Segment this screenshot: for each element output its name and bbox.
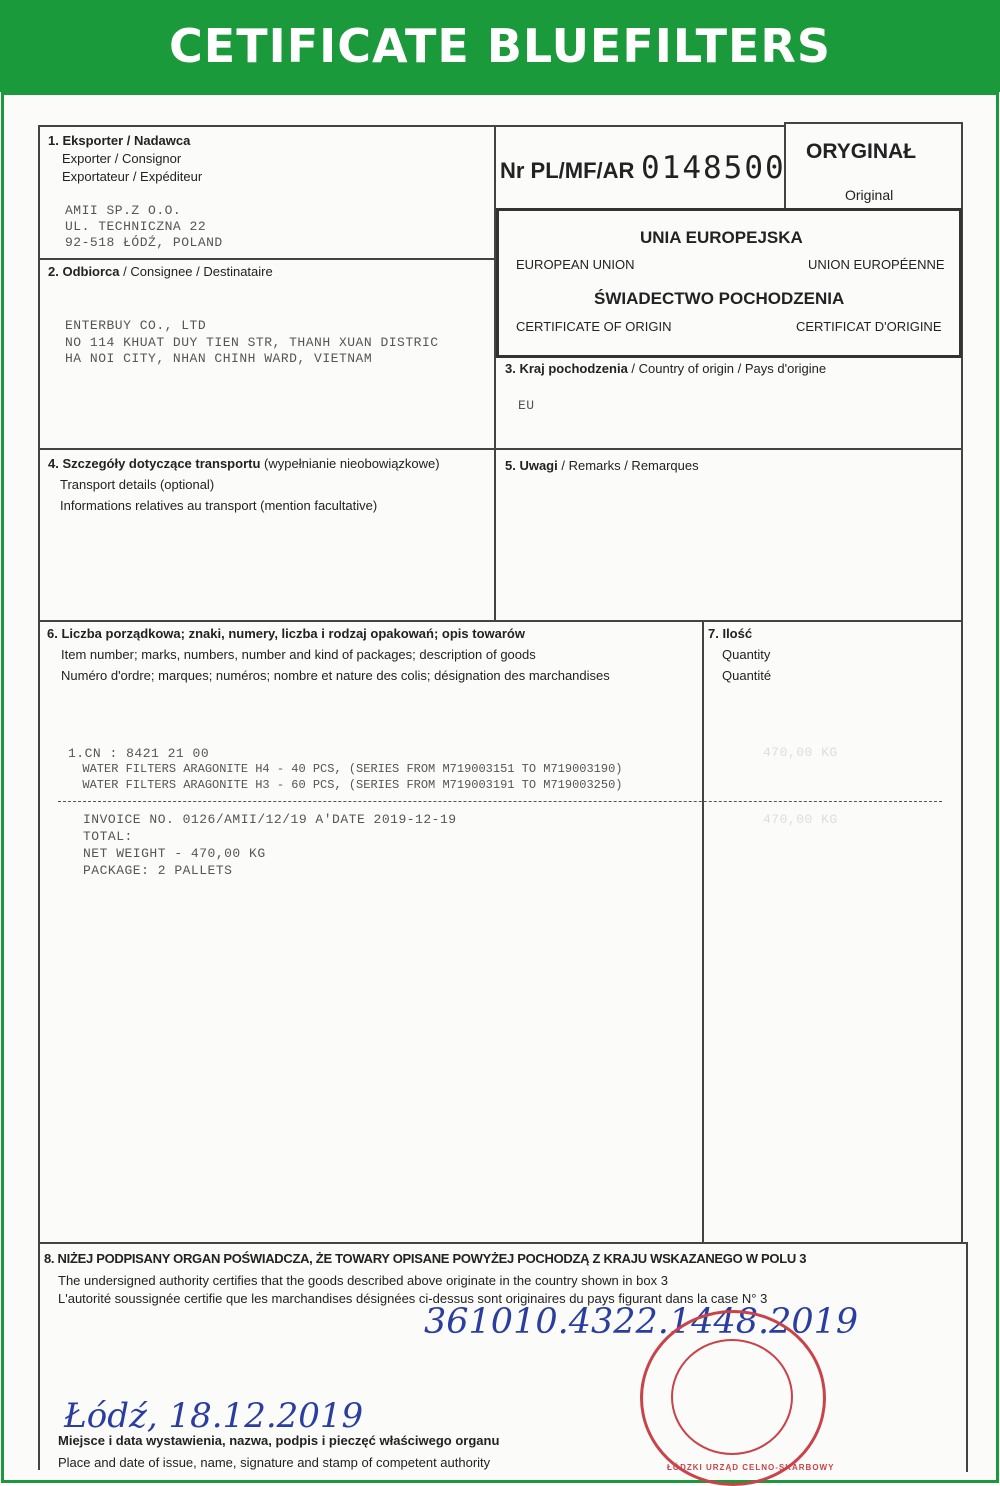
goods-summary-line: INVOICE NO. 0126/AMII/12/19 A'DATE 2019-12-19 — [83, 812, 457, 827]
box5-label-rest: / Remarks / Remarques — [557, 458, 699, 473]
certificate-of-origin-title: ŚWIADECTWO POCHODZENIA — [594, 289, 845, 308]
box8-label-en: The undersigned authority certifies that the goods described above originate in the country shown in box 3 — [58, 1273, 668, 1288]
box6-label: 6. Liczba porządkowa; znaki, numery, liczba i rodzaj opakowań; opis towarów — [47, 626, 525, 641]
union-title: UNIA EUROPEJSKA — [640, 228, 803, 247]
certificate-en: CERTIFICATE OF ORIGIN — [516, 319, 672, 334]
box6-label-fr: Numéro d'ordre; marques; numéros; nombre et nature des colis; désignation des marchandises — [61, 668, 610, 683]
box8-label: 8. NIŻEJ PODPISANY ORGAN POŚWIADCZA, ŻE TOWARY OPISANE POWYŻEJ POCHODZĄ Z KRAJU WSKAZANEGO W POLU 3 — [44, 1251, 807, 1266]
page-title: CETIFICATE BLUEFILTERS — [169, 19, 831, 73]
box4-label-fr: Informations relatives au transport (mention facultative) — [60, 498, 378, 513]
goods-line: WATER FILTERS ARAGONITE H4 - 40 PCS, (SERIES FROM M719003151 TO M719003190) — [68, 762, 623, 776]
consignee-line: NO 114 KHUAT DUY TIEN STR, THANH XUAN DISTRIC — [65, 335, 439, 350]
goods-summary-line: TOTAL: — [83, 829, 133, 844]
box2-label — [48, 264, 273, 280]
issue-label-en: Place and date of issue, name, signature and stamp of competent authority — [58, 1455, 491, 1470]
box3-label-rest: / Country of origin / Pays d'origine — [627, 361, 827, 376]
goods-summary-line: PACKAGE: 2 PALLETS — [83, 863, 233, 878]
goods-summary-line: NET WEIGHT - 470,00 KG — [83, 846, 266, 861]
box7-label-en: Quantity — [722, 647, 771, 662]
box5-label-pl: 5. Uwagi — [505, 458, 558, 473]
rule — [966, 1242, 968, 1472]
handwritten-reference-number: 361010.4322.1448.2019 — [424, 1302, 859, 1342]
box4-label-rest: (wypełnianie nieobowiązkowe) — [260, 456, 440, 471]
country-of-origin: EU — [518, 398, 535, 413]
eagle-emblem — [671, 1339, 793, 1455]
certificate-fr: CERTIFICAT D'ORIGINE — [796, 319, 942, 334]
rule — [38, 125, 784, 127]
box4-label-pl: 4. Szczegóły dotyczące transportu — [48, 456, 261, 471]
box1-label-fr: Exportateur / Expéditeur — [62, 169, 203, 184]
exporter-line: UL. TECHNICZNA 22 — [65, 219, 207, 234]
rule — [38, 620, 961, 622]
box8-label-fr: L'autorité soussignée certifie que les marchandises désignées ci-dessus sont originaires du pays figurant dans la case N° 3 — [58, 1291, 768, 1306]
union-en: EUROPEAN UNION — [516, 257, 635, 272]
box2-label-rest: / Consignee / Destinataire — [119, 264, 273, 279]
box6-label-en: Item number; marks, numbers, number and kind of packages; description of goods — [61, 647, 536, 662]
box3-label — [505, 361, 826, 377]
quantity-value: 470,00 KG — [763, 745, 838, 760]
original-subtitle: Original — [845, 187, 894, 203]
issue-label-pl: Miejsce i data wystawienia, nazwa, podpis i pieczęć właściwego organu — [58, 1433, 500, 1448]
rule — [784, 122, 962, 124]
union-fr: UNION EUROPÉENNE — [808, 257, 945, 272]
box1-label-en: Exporter / Consignor — [62, 151, 182, 166]
rule — [38, 258, 494, 260]
rule — [38, 1242, 966, 1244]
rule — [494, 125, 496, 620]
quantity-value: 470,00 KG — [763, 812, 838, 827]
rule — [38, 125, 40, 1470]
box5-label — [505, 458, 699, 474]
box1-label: 1. Eksporter / Nadawca — [48, 133, 191, 148]
rule — [702, 620, 704, 1242]
box4-label — [48, 456, 440, 472]
exporter-line: AMII SP.Z O.O. — [65, 203, 182, 218]
certificate-number: 0148500 — [641, 150, 786, 186]
stamp-text: ŁÓDZKI URZĄD CELNO-SKARBOWY — [667, 1463, 835, 1472]
consignee-line: HA NOI CITY, NHAN CHINH WARD, VIETNAM — [65, 351, 373, 366]
box4-label-en: Transport details (optional) — [60, 477, 215, 492]
rule — [38, 448, 961, 450]
exporter-line: 92-518 ŁÓDŹ, POLAND — [65, 235, 223, 250]
box7-label-fr: Quantité — [722, 668, 772, 683]
original-title: ORYGINAŁ — [806, 140, 917, 163]
certificate-number-prefix: Nr PL/MF/AR — [500, 158, 635, 183]
consignee-line: ENTERBUY CO., LTD — [65, 318, 207, 333]
box3-label-pl: 3. Kraj pochodzenia — [505, 361, 628, 376]
goods-separator — [58, 801, 942, 802]
handwritten-place-date: Łódź, 18.12.2019 — [64, 1396, 364, 1436]
box7-label: 7. Ilość — [708, 626, 753, 641]
goods-line: WATER FILTERS ARAGONITE H3 - 60 PCS, (SERIES FROM M719003191 TO M719003250) — [68, 778, 623, 792]
box2-label-pl: 2. Odbiorca — [48, 264, 120, 279]
customs-stamp — [640, 1310, 835, 1486]
goods-line: 1.CN : 8421 21 00 — [68, 746, 210, 761]
